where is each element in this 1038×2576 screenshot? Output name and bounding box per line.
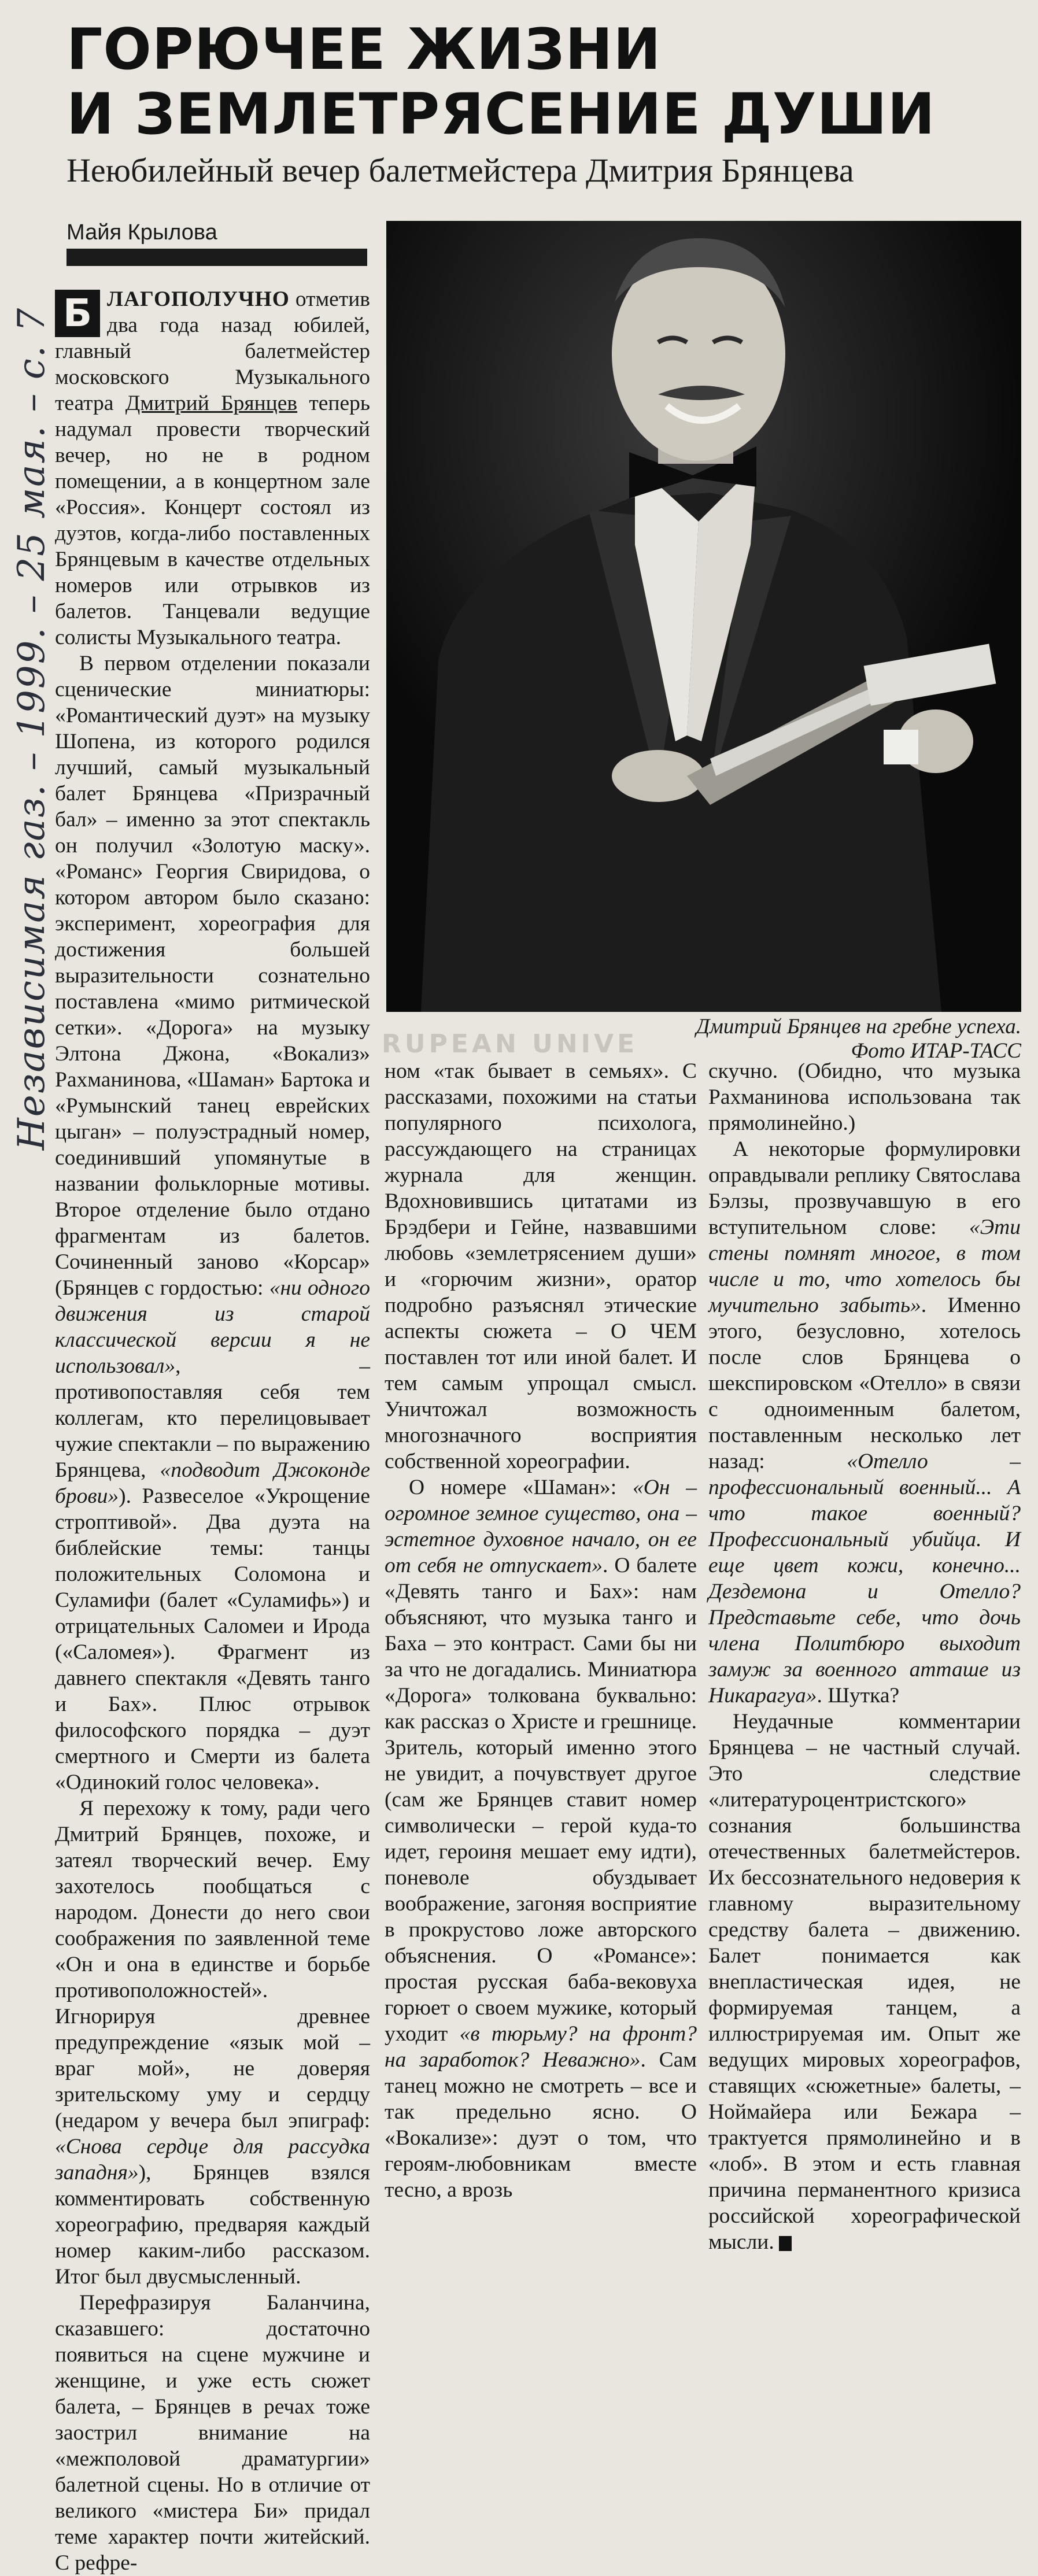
text-run: теперь надумал провести творческий вечер, но не в родном помещении, а в концертном зале «Россия». Концерт состоял из дуэтов, когда-либо поставленных Брянцевым в качестве отдельных номеров или отрывков из балетов. Танцевали ведущие солисты Музыкального театра. (55, 391, 370, 649)
paragraph-8 (708, 1136, 1021, 1709)
paragraph-1 (55, 286, 370, 651)
text-run: , – противопоставляя себя тем коллегам, кто перелицовывает чужие спектакли – по выражению Брянцева, (55, 1354, 370, 1482)
text-run: Я перехожу к тому, ради чего Дмитрий Брянцев, похоже, и затеял творческий вечер. Ему захотелось пообщаться с народом. Донести до него свои соображения по заявленной теме «Он и она в единстве и борьбе противоположностей». Игнорируя древнее предупреждение «язык мой – враг мой», не доверяя зрительскому уму и сердцу (недаром у вечера был эпиграф: (55, 1797, 370, 2133)
author-name: Майя Крылова (67, 220, 217, 245)
photo-illustration (386, 221, 1021, 1012)
headline-line-1: ГОРЮЧЕЕ ЖИЗНИ (67, 17, 662, 83)
text-run: В первом отделении показали сценические миниатюры: «Романтический дуэт» на музыку Шопена, из которого родился лучший, самый музыкальный балет Брянцева «Призрачный бал» – именно за этот спектакль он получил «Золотую маску». «Романс» Георгия Свиридова, о котором автором было сказано: эксперимент, хореография для достижения большей выразительности сознательно поставлена «мимо ритмической сетки». «Дорога» на музыку Элтона Джона, «Вокализ» Рахманинова, «Шаман» Бартока и «Румынский танец еврейских цыган» – полуэстрадный номер, соединивший упомянутые в названии фольклорные мотивы. Второе отделение было отдано фрагментам из балетов. Сочиненный заново «Корсар» (Брянцев с гордостью: (55, 652, 370, 1300)
paragraph-3 (55, 1795, 370, 2290)
bleed-through-text: RUPEAN UNIVE (382, 1029, 638, 1059)
caption-text: Дмитрий Брянцев на гребне успеха. (696, 1015, 1021, 1038)
text-run: О номере «Шаман»: (409, 1476, 633, 1499)
italic-quote: «в тюрьму? на фронт? на заработок? Неважно» (385, 2022, 697, 2072)
headline (67, 17, 936, 147)
italic-quote: «Снова сердце для рассудка западня» (55, 2135, 370, 2185)
paragraph-2 (55, 651, 370, 1795)
photo-credit: Фото ИТАР-ТАСС (851, 1039, 1021, 1063)
text-run: отметив два года назад юбилей, главный балетмейстер московского Музыкального театра (55, 287, 370, 415)
underlined-name: Дмитрий Брянцев (125, 391, 298, 415)
article-column-1 (55, 286, 370, 2575)
italic-quote: «Он – огромное земное существо, она – эстетное духовное начало, он ее от себя не отпускает» (385, 1476, 697, 1577)
paragraph-9 (708, 1709, 1021, 2255)
italic-quote: «Эти стены помнят многое, в том числе и то, что хотелось бы мучительно забыть» (708, 1215, 1021, 1317)
drop-cap: Б (55, 290, 100, 337)
subheadline: Неюбилейный вечер балетмейстера Дмитрия Брянцева (67, 151, 854, 189)
text-run: . О балете «Девять танго и Бах»: нам объясняют, что музыка танго и Баха – это контраст. Сами бы ни за что не догадались. Миниатюра «Дорога» толкована буквально: как рассказ о Христе и грешнице. Зритель, который именно этого не увидит, а почувствует другое (сам же Брянцев ставит номер символически – герой куда-то идет, героиня мешает ему идти), поневоле обуздывает воображение, загоняя восприятие в прокрустово ложе авторского объяснения. О «Романсе»: простая русская баба-вековуха горюет о своем мужике, который уходит (385, 1554, 697, 2046)
text-run: . Шутка? (817, 1684, 900, 1708)
byline (67, 220, 367, 268)
text-run: . Именно этого, безусловно, хотелось после слов Брянцева о шекспировском «Отелло» в связи с одноименным балетом, поставленным несколько лет назад: (708, 1293, 1021, 1473)
portrait-photo (386, 221, 1021, 1012)
handwritten-source-note (3, 150, 61, 1307)
paragraph-6 (385, 1474, 697, 2203)
italic-quote: «подводит Джоконде брови» (55, 1458, 370, 1508)
italic-quote: «Отелло – профессиональный военный... А что такое военный? Профессиональный убийца. И еще цвет кожи, конечно... Дездемона и Отелло? Представьте себе, что дочь члена Политбюро выходит замуж за военного атташе из Никарагуа» (708, 1450, 1021, 1708)
text-run: . Сам танец можно не смотреть – все и так предельно ясно. О «Вокализе»: дуэт о том, что героям-любовникам вместе тесно, а врозь (385, 2048, 697, 2202)
text-run: А некоторые формулировки оправдывали реплику Святослава Бэлзы, прозвучавшую в его вступительном слове: (708, 1137, 1021, 1239)
handwritten-note-text: Независимая газ. – 1999. – 25 мая. – с. 7 (10, 306, 53, 1151)
text-run: ), Брянцев взялся комментировать собственную хореографию, предваряя каждый номер каким-либо рассказом. Итог был двусмысленный. (55, 2161, 370, 2289)
end-mark (779, 2236, 792, 2251)
text-run: ). Развеселое «Укрощение строптивой». Два дуэта на библейские темы: танцы положительных Соломона и Суламифи (балет «Суламифь») и отрицательных Саломеи и Ирода («Саломея»). Фрагмент из давнего спектакля «Девять танго и Бах». Плюс отрывок философского порядка – дуэт смертного и Смерти из балета «Одинокий голос человека». (55, 1484, 370, 1794)
paragraph-5: ном «так бывает в семьях». С рассказами, похожими на статьи популярного психолога, рассуждающего на страницах журнала для женщин. Вдохновившись цитатами из Брэдбери и Гейне, назвавшими любовь «землетрясением души» и «горючим жизни», оратор подробно разъяснял этические аспекты сюжета – О ЧЕМ поставлен тот или иной балет. И тем самым упрощал смысл. Уничтожал возможность многозначного восприятия собственной хореографии. (385, 1059, 697, 1473)
lead-word: ЛАГОПОЛУЧНО (107, 287, 290, 311)
headline-line-2: И ЗЕМЛЕТРЯСЕНИЕ ДУШИ (67, 82, 936, 147)
byline-rule (67, 249, 367, 266)
paragraph-7: скучно. (Обидно, что музыка Рахманинова использована так прямолинейно.) (708, 1059, 1021, 1135)
text-run: Неудачные комментарии Брянцева – не частный случай. Это следствие «литературоцентристского» сознания большинства отечественных балетмейстеров. Их бессознательного недоверия к главному выразительному средству балета – движению. Балет понимается как внепластическая идея, не формируемая танцем, а иллюстрируемая им. Опыт же ведущих мировых хореографов, ставящих «сюжетные» балеты, – Ноймайера или Бежара – трактуется прямолинейно и в «лоб». В этом и есть главная причина перманентного кризиса российской хореографической мысли. (708, 1710, 1021, 2254)
article-column-3 (708, 1058, 1021, 2254)
article-column-2 (385, 1058, 697, 2202)
italic-quote: «ни одного движения из старой классической версии я не использовал» (55, 1276, 370, 1378)
paragraph-4: Перефразируя Баланчина, сказавшего: достаточно появиться на сцене мужчине и женщине, и уже есть сюжет балета, – Брянцев в речах тоже заострил внимание на «межполовой драматургии» балетной сцены. Но в отличие от великого «мистера Би» придал теме характер почти житейский. С рефре- (55, 2291, 370, 2575)
